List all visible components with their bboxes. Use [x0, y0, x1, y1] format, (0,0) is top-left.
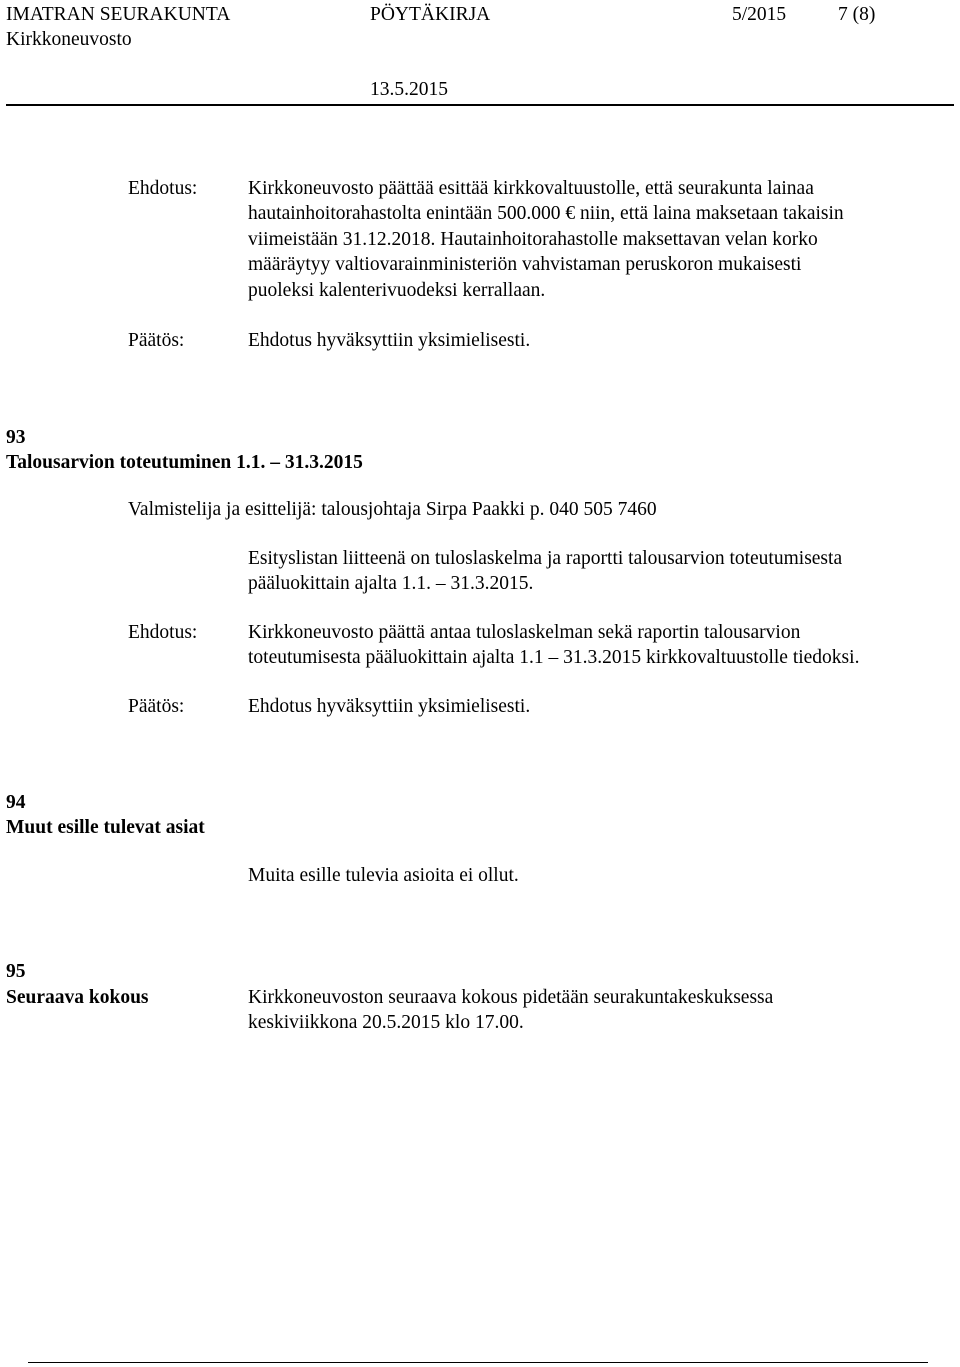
- item-title: Muut esille tulevat asiat: [6, 817, 205, 838]
- text-line: puoleksi kalenterivuodeksi kerrallaan.: [248, 279, 546, 301]
- header-rule: [6, 104, 954, 106]
- item-title: Talousarvion toteutuminen 1.1. – 31.3.2015: [6, 452, 363, 473]
- paatos-text: Ehdotus hyväksyttiin yksimielisesti.: [248, 696, 531, 717]
- header-body: Kirkkoneuvosto: [6, 29, 132, 50]
- item-text: [248, 985, 773, 1036]
- item-text: Muita esille tulevia asioita ei ollut.: [248, 865, 519, 886]
- text-line: määräytyy valtiovarainministeriön vahvistaman peruskoron mukaisesti: [248, 254, 802, 276]
- ehdotus-text: [248, 176, 844, 303]
- intro-text: [248, 546, 842, 597]
- item-title: Seuraava kokous: [6, 987, 149, 1008]
- paatos-label: Päätös:: [128, 696, 185, 717]
- item-number: 94: [6, 792, 26, 813]
- header-doc-type: PÖYTÄKIRJA: [370, 4, 491, 25]
- text-line: hautainhoitorahastolta enintään 500.000 € niin, että laina maksetaan takaisin: [248, 203, 844, 225]
- ehdotus-text: [248, 620, 859, 671]
- header-date: 13.5.2015: [370, 79, 448, 100]
- text-line: toteutumisesta pääluokittain ajalta 1.1 – 31.3.2015 kirkkovaltuustolle tiedoksi.: [248, 647, 860, 669]
- item-number: 93: [6, 427, 26, 448]
- text-line: pääluokittain ajalta 1.1. – 31.3.2015.: [248, 573, 534, 595]
- header-number: 5/2015: [732, 4, 787, 25]
- text-line: Esityslistan liitteenä on tuloslaskelma ja raportti talousarvion toteutumisesta: [248, 548, 843, 569]
- text-line: Kirkkoneuvosto päättää esittää kirkkovaltuustolle, että seurakunta lainaa: [248, 178, 814, 199]
- item-number: 95: [6, 961, 26, 982]
- text-line: viimeistään 31.12.2018. Hautainhoitorahastolle maksettavan velan korko: [248, 228, 818, 250]
- header-page: 7 (8): [838, 4, 876, 25]
- text-line: keskiviikkona 20.5.2015 klo 17.00.: [248, 1012, 524, 1034]
- preparer-line: Valmistelija ja esittelijä: talousjohtaja Sirpa Paakki p. 040 505 7460: [128, 499, 657, 520]
- text-line: Kirkkoneuvoston seuraava kokous pidetään seurakuntakeskuksessa: [248, 987, 774, 1008]
- header-org: IMATRAN SEURAKUNTA: [6, 4, 231, 25]
- ehdotus-label: Ehdotus:: [128, 622, 198, 643]
- paatos-label: Päätös:: [128, 330, 185, 351]
- text-line: Kirkkoneuvosto päättä antaa tuloslaskelman sekä raportin talousarvion: [248, 622, 801, 643]
- footer-rule: [28, 1362, 928, 1363]
- paatos-text: Ehdotus hyväksyttiin yksimielisesti.: [248, 330, 531, 351]
- ehdotus-label: Ehdotus:: [128, 178, 198, 199]
